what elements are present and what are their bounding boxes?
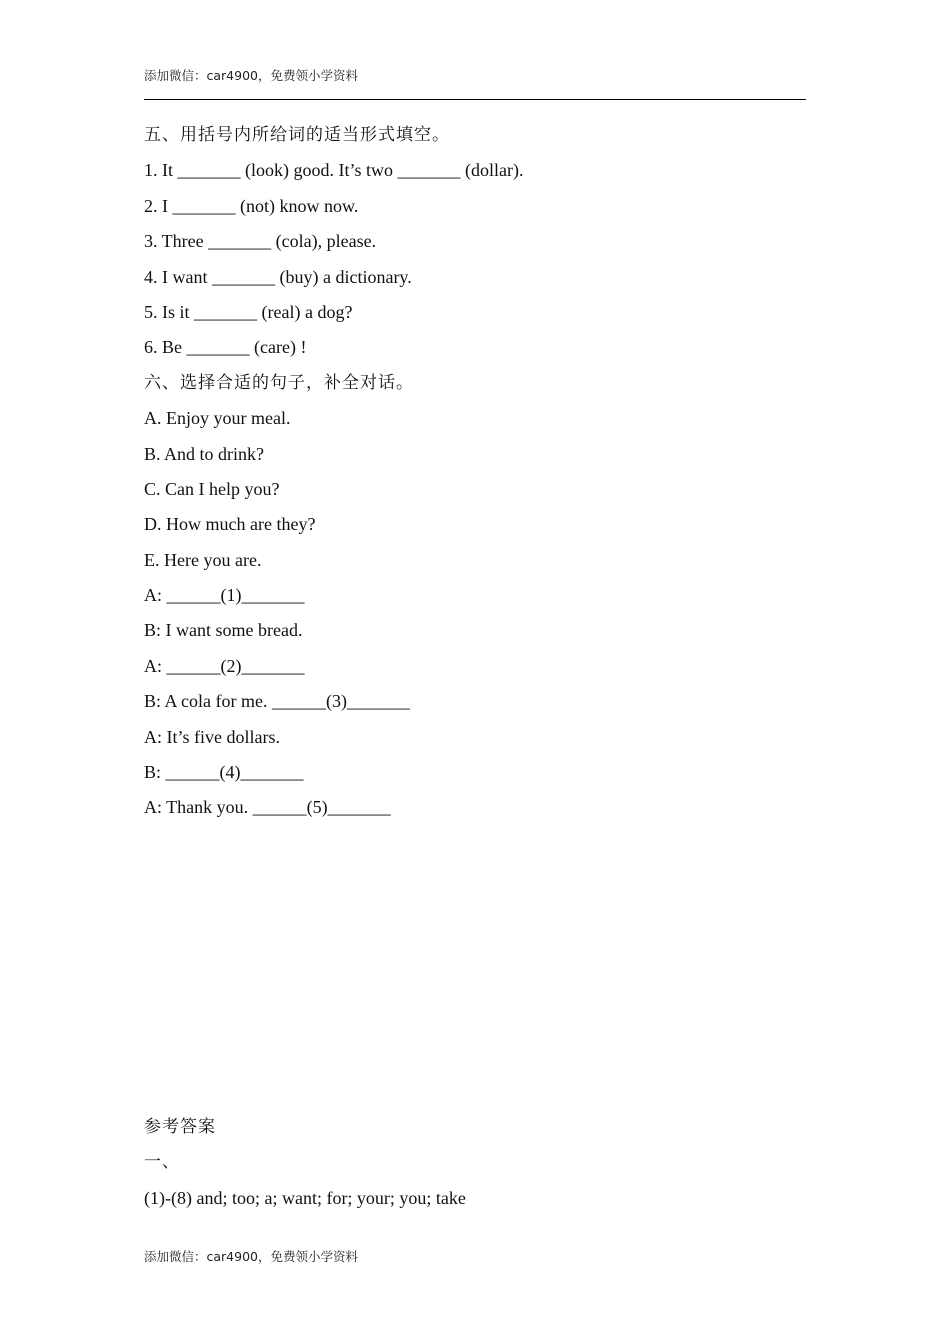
- section-5-title: 五、用括号内所给词的适当形式填空。: [144, 125, 450, 145]
- dialogue-line: B: ______(4)_______: [144, 762, 304, 783]
- section-6-title: 六、选择合适的句子，补全对话。: [144, 372, 414, 393]
- dialogue-line: A: Thank you. ______(5)_______: [144, 797, 391, 818]
- header-divider: [144, 99, 806, 100]
- dialogue-line: B: I want some bread.: [144, 620, 303, 641]
- question-item: 2. I _______ (not) know now.: [144, 195, 359, 216]
- question-item: 1. It _______ (look) good. It’s two _______ (dollar).: [144, 160, 524, 181]
- exercise-body: [144, 118, 806, 826]
- dialogue-line: A: ______(1)_______: [144, 585, 305, 606]
- dialogue-line: A: ______(2)_______: [144, 655, 305, 676]
- option-item: C. Can I help you?: [144, 478, 280, 499]
- question-item: 5. Is it _______ (real) a dog?: [144, 301, 353, 322]
- answer-key: [144, 1110, 806, 1216]
- option-item: A. Enjoy your meal.: [144, 408, 291, 429]
- option-item: D. How much are they?: [144, 514, 316, 535]
- answer-line: (1)-(8) and; too; a; want; for; your; you; take: [144, 1187, 466, 1208]
- answer-key-title: 参考答案: [144, 1117, 216, 1137]
- option-item: B. And to drink?: [144, 443, 264, 464]
- dialogue-line: B: A cola for me. ______(3)_______: [144, 691, 410, 712]
- option-item: E. Here you are.: [144, 549, 262, 570]
- question-item: 3. Three _______ (cola), please.: [144, 231, 377, 252]
- question-item: 4. I want _______ (buy) a dictionary.: [144, 266, 412, 287]
- question-item: 6. Be _______ (care) !: [144, 337, 307, 358]
- answer-part-label: 一、: [144, 1152, 180, 1173]
- page-header: 添加微信：car4900，免费领小学资料: [144, 68, 358, 83]
- page-footer: 添加微信：car4900，免费领小学资料: [144, 1249, 358, 1264]
- dialogue-line: A: It’s five dollars.: [144, 726, 280, 747]
